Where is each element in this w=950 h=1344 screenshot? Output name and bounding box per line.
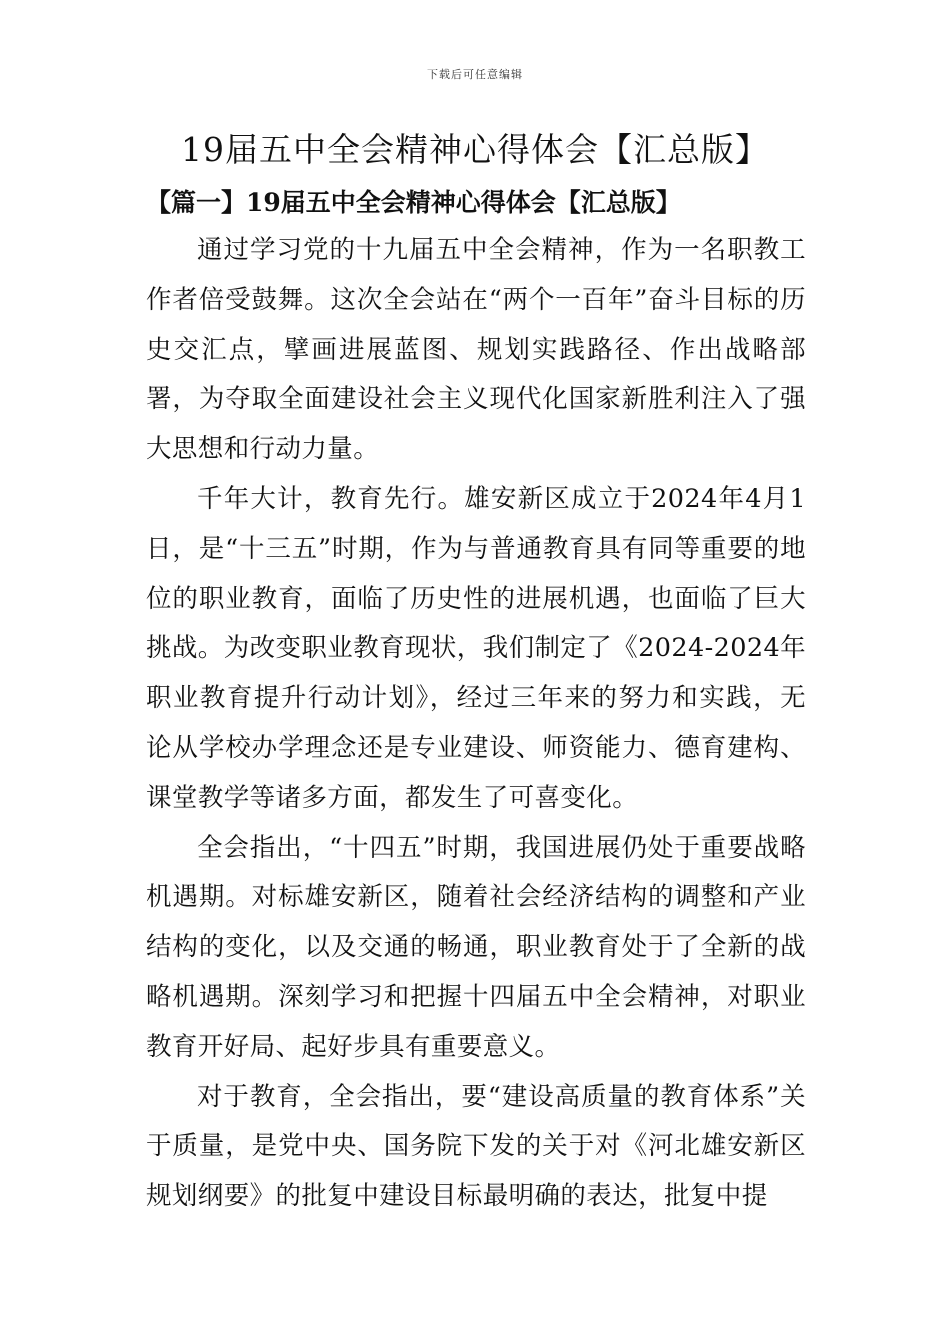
paragraph-4: 对于教育，全会指出，要“建设高质量的教育体系”关于质量，是党中央、国务院下发的关于对《河北雄安新区规划纲要》的批复中建设目标最明确的表达，批复中提 [146, 1081, 806, 1212]
header-note: 下载后可任意编辑 [427, 68, 523, 81]
document-title: 19届五中全会精神心得体会【汇总版】 [181, 130, 769, 169]
paragraph-1: 通过学习党的十九届五中全会精神，作为一名职教工作者倍受鼓舞。这次全会站在“两个一百年”奋斗目标的历史交汇点，擘画进展蓝图、规划实践路径、作出战略部署，为夺取全面建设社会主义现代化国家新胜利注入了强大思想和行动力量。 [146, 235, 806, 465]
paragraph-2: 千年大计，教育先行。雄安新区成立于2024年4月1日，是“十三五”时期，作为与普通教育具有同等重要的地位的职业教育，面临了历史性的进展机遇，也面临了巨大挑战。为改变职业教育现状，我们制定了《2024-2024年职业教育提升行动计划》，经过三年来的努力和实践，无论从学校办学理念还是专业建设、师资能力、德育建构、课堂教学等诸多方面，都发生了可喜变化。 [146, 483, 807, 813]
paragraph-3: 全会指出，“十四五”时期，我国进展仍处于重要战略机遇期。对标雄安新区，随着社会经济结构的调整和产业结构的变化，以及交通的畅通，职业教育处于了全新的战略机遇期。深刻学习和把握十四届五中全会精神，对职业教育开好局、起好步具有重要意义。 [146, 832, 806, 1062]
section-heading: 【篇一】19届五中全会精神心得体会【汇总版】 [146, 188, 681, 217]
document-body [146, 226, 806, 1222]
